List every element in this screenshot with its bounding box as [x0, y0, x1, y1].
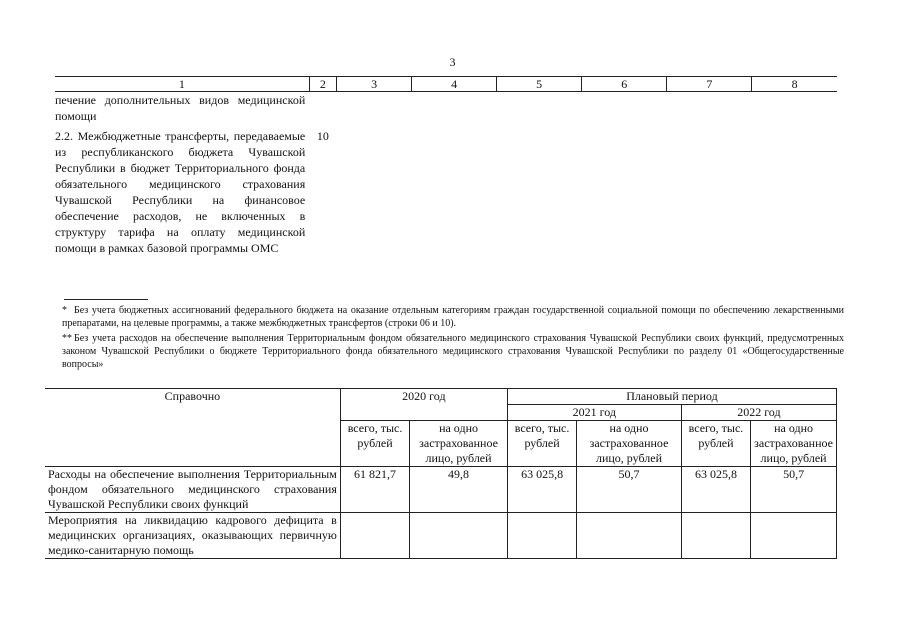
footnote-text: Без учета бюджетных ассигнований федерального бюджета на оказание отдельным категориям граждан государственной социальной помощи по обеспечению лекарственными препаратами, на целевые программы, а также межбюджетных трансфертов (строки 06 и 10).	[62, 305, 844, 329]
year-2021-header: 2021 год	[507, 405, 681, 421]
planned-period-header: Плановый период	[507, 389, 836, 405]
reference-table	[45, 388, 837, 559]
financing-table	[55, 76, 837, 256]
col-per-person-header: на одно застрахованное лицо, рублей	[410, 421, 508, 467]
table-header-row	[45, 389, 837, 405]
col-total-header: всего, тыс. рублей	[681, 421, 750, 467]
col-header: 1	[55, 77, 309, 92]
cell-value	[340, 513, 409, 559]
col-total-header: всего, тыс. рублей	[507, 421, 576, 467]
cell-value: 63 025,8	[681, 467, 750, 513]
row-code: 10	[316, 129, 329, 143]
cell-value	[410, 513, 508, 559]
cell-value: 63 025,8	[507, 467, 576, 513]
year-2020-header: 2020 год	[340, 389, 507, 421]
col-header: 6	[582, 77, 667, 92]
table-row	[45, 467, 837, 513]
row-description: 2.2. Межбюджетные трансферты, передаваемые из республиканского бюджета Чувашской Республики в бюджет Территориального фонда обязательного медицинского страхования Чувашской Республики на финансовое обеспечение расходов, не включенных в структуру тарифа на оплату медицинской помощи в рамках базовой программы ОМС	[55, 129, 306, 255]
col-header: 2	[309, 77, 336, 92]
col-header: 3	[337, 77, 412, 92]
row-label: Расходы на обеспечение выполнения Территориальным фондом обязательного медицинского страхования Чувашской Республики своих функций	[45, 467, 340, 513]
footnote-text: Без учета расходов на обеспечение выполнения Территориальным фондом обязательного медицинского страхования Чувашской Республики своих функций, предусмотренных законом Чувашской Республики о бюджете Территориального фонда обязательного медицинского страхования Чувашской Республики по разделу 01 «Общегосударственные вопросы»	[62, 333, 844, 370]
table-row	[45, 513, 837, 559]
row-code	[309, 92, 336, 125]
cell-value	[751, 513, 837, 559]
col-header: 8	[752, 77, 837, 92]
cell-value: 49,8	[410, 467, 508, 513]
col-per-person-header: на одно застрахованное лицо, рублей	[577, 421, 682, 467]
footnote-separator	[64, 299, 148, 300]
col-header: 5	[497, 77, 582, 92]
cell-value: 61 821,7	[340, 467, 409, 513]
cell-value: 50,7	[577, 467, 682, 513]
row-label: Мероприятия на ликвидацию кадрового дефицита в медицинских организациях, оказывающих первичную медико-санитарную помощь	[45, 513, 340, 559]
footnote	[62, 332, 844, 371]
row-description: печение дополнительных видов медицинской помощи	[55, 93, 306, 123]
cell-value	[577, 513, 682, 559]
footnote-mark: **	[62, 333, 72, 344]
col-per-person-header: на одно застрахованное лицо, рублей	[751, 421, 837, 467]
reference-label: Справочно	[45, 389, 340, 467]
col-header: 4	[412, 77, 497, 92]
cell-value	[507, 513, 576, 559]
cell-value: 50,7	[751, 467, 837, 513]
col-total-header: всего, тыс. рублей	[340, 421, 409, 467]
col-header: 7	[667, 77, 752, 92]
table-row	[55, 124, 837, 256]
footnote	[62, 304, 844, 330]
year-2022-header: 2022 год	[681, 405, 836, 421]
table-header-row	[55, 77, 837, 92]
table-row	[55, 92, 837, 125]
cell-value	[681, 513, 750, 559]
page-number: 3	[449, 55, 456, 69]
footnote-mark: *	[62, 305, 67, 316]
